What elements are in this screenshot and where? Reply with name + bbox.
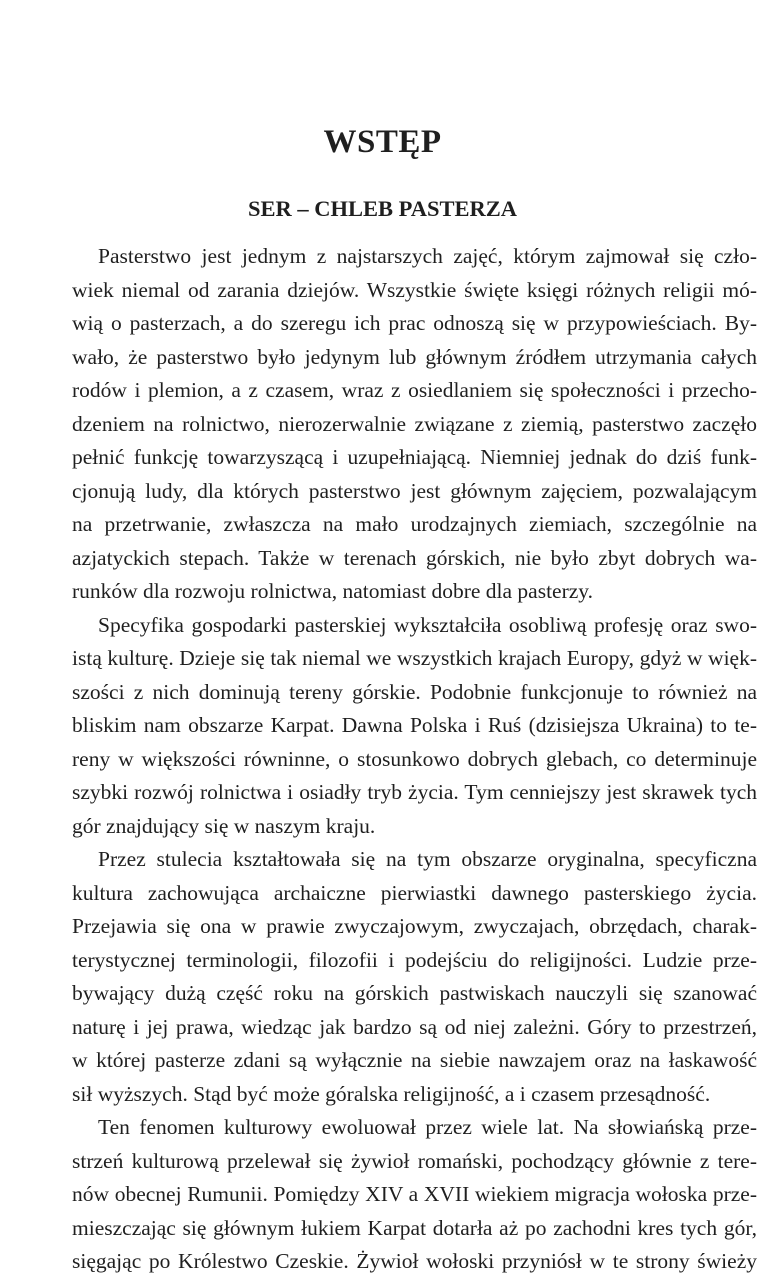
chapter-title: WSTĘP <box>323 124 442 160</box>
paragraph-line: runków dla rozwoju rolnictwa, natomiast dobre dla pasterzy. <box>72 579 594 603</box>
paragraph-line: Pasterstwo jest jednym z najstarszych zajęć, którym zajmował się czło- <box>98 244 757 268</box>
paragraph-line: bywający dużą część roku na górskich pastwiskach nauczyli się szanować <box>72 981 757 1005</box>
body-text <box>72 240 757 1279</box>
paragraph-line: Specyfika gospodarki pasterskiej wykształciła osobliwą profesję oraz swo- <box>98 612 757 637</box>
paragraph-line: gór znajdujący się w naszym kraju. <box>72 813 376 838</box>
section-title: SER – CHLEB PASTERZA <box>247 196 518 221</box>
paragraph-line: wią o pasterzach, a do szeregu ich prac odnoszą się w przypowieściach. By- <box>72 311 757 335</box>
paragraph-line: pełnić funkcję towarzyszącą i uzupełniającą. Niemniej jednak do dziś funk- <box>72 445 757 469</box>
paragraph-line: rodów i plemion, a z czasem, wraz z osiedlaniem się społeczności i przecho- <box>72 378 757 402</box>
paragraph-line: Przejawia się ona w prawie zwyczajowym, zwyczajach, obrzędach, charak- <box>72 914 757 938</box>
paragraph-line: mieszczając się głównym łukiem Karpat dotarła aż po zachodni kres tych gór, <box>72 1215 757 1240</box>
paragraph-line: dzeniem na rolnictwo, nierozerwalnie związane z ziemią, pasterstwo zaczęło <box>72 411 757 436</box>
paragraph-line: w której pasterze zdani są wyłącznie na siebie nawzajem oraz na łaskawość <box>72 1048 757 1072</box>
paragraph-line: naturę i jej prawa, wiedząc jak bardzo są od niej zależni. Góry to przestrzeń, <box>72 1014 757 1039</box>
paragraph-line: nów obecnej Rumunii. Pomiędzy XIV a XVII wiekiem migracja wołoska prze- <box>72 1182 757 1206</box>
paragraph-line: na przetrwanie, zwłaszcza na mało urodzajnych ziemiach, szczególnie na <box>72 512 757 536</box>
paragraph-line: reny w większości równinne, o stosunkowo dobrych glebach, co determinuje <box>72 746 757 771</box>
paragraph-line: bliskim nam obszarze Karpat. Dawna Polska i Ruś (dzisiejsza Ukraina) to te- <box>72 713 757 737</box>
paragraph-line: wało, że pasterstwo było jedynym lub głównym źródłem utrzymania całych <box>72 344 757 369</box>
paragraph-line: sięgając po Królestwo Czeskie. Żywioł wołoski przyniósł w te strony świeży <box>72 1249 757 1273</box>
paragraph-line: kultura zachowująca archaiczne pierwiastki dawnego pasterskiego życia. <box>72 880 757 905</box>
paragraph-line: cjonują ludy, dla których pasterstwo jest głównym zajęciem, pozwalającym <box>72 478 757 503</box>
paragraph-line: szybki rozwój rolnictwa i osiadły tryb życia. Tym cenniejszy jest skrawek tych <box>72 780 757 804</box>
paragraph-line: wiek niemal od zarania dziejów. Wszystkie święte księgi różnych religii mó- <box>72 277 757 302</box>
paragraph-line: azjatyckich stepach. Także w terenach górskich, nie było zbyt dobrych wa- <box>72 545 757 570</box>
paragraph-line: Ten fenomen kulturowy ewoluował przez wiele lat. Na słowiańską prze- <box>98 1115 757 1139</box>
paragraph-line: sił wyższych. Stąd być może góralska religijność, a i czasem przesądność. <box>72 1081 711 1106</box>
paragraph-line: terystycznej terminologii, filozofii i podejściu do religijności. Ludzie prze- <box>72 947 757 972</box>
paragraph-line: strzeń kulturową przelewał się żywioł romański, pochodzący głównie z tere- <box>72 1148 757 1173</box>
paragraph-line: szości z nich dominują tereny górskie. Podobnie funkcjonuje to również na <box>72 679 757 704</box>
paragraph-line: Przez stulecia kształtowała się na tym obszarze oryginalna, specyficzna <box>98 847 757 871</box>
paragraph-line: istą kulturę. Dzieje się tak niemal we wszystkich krajach Europy, gdyż w więk- <box>72 646 757 670</box>
